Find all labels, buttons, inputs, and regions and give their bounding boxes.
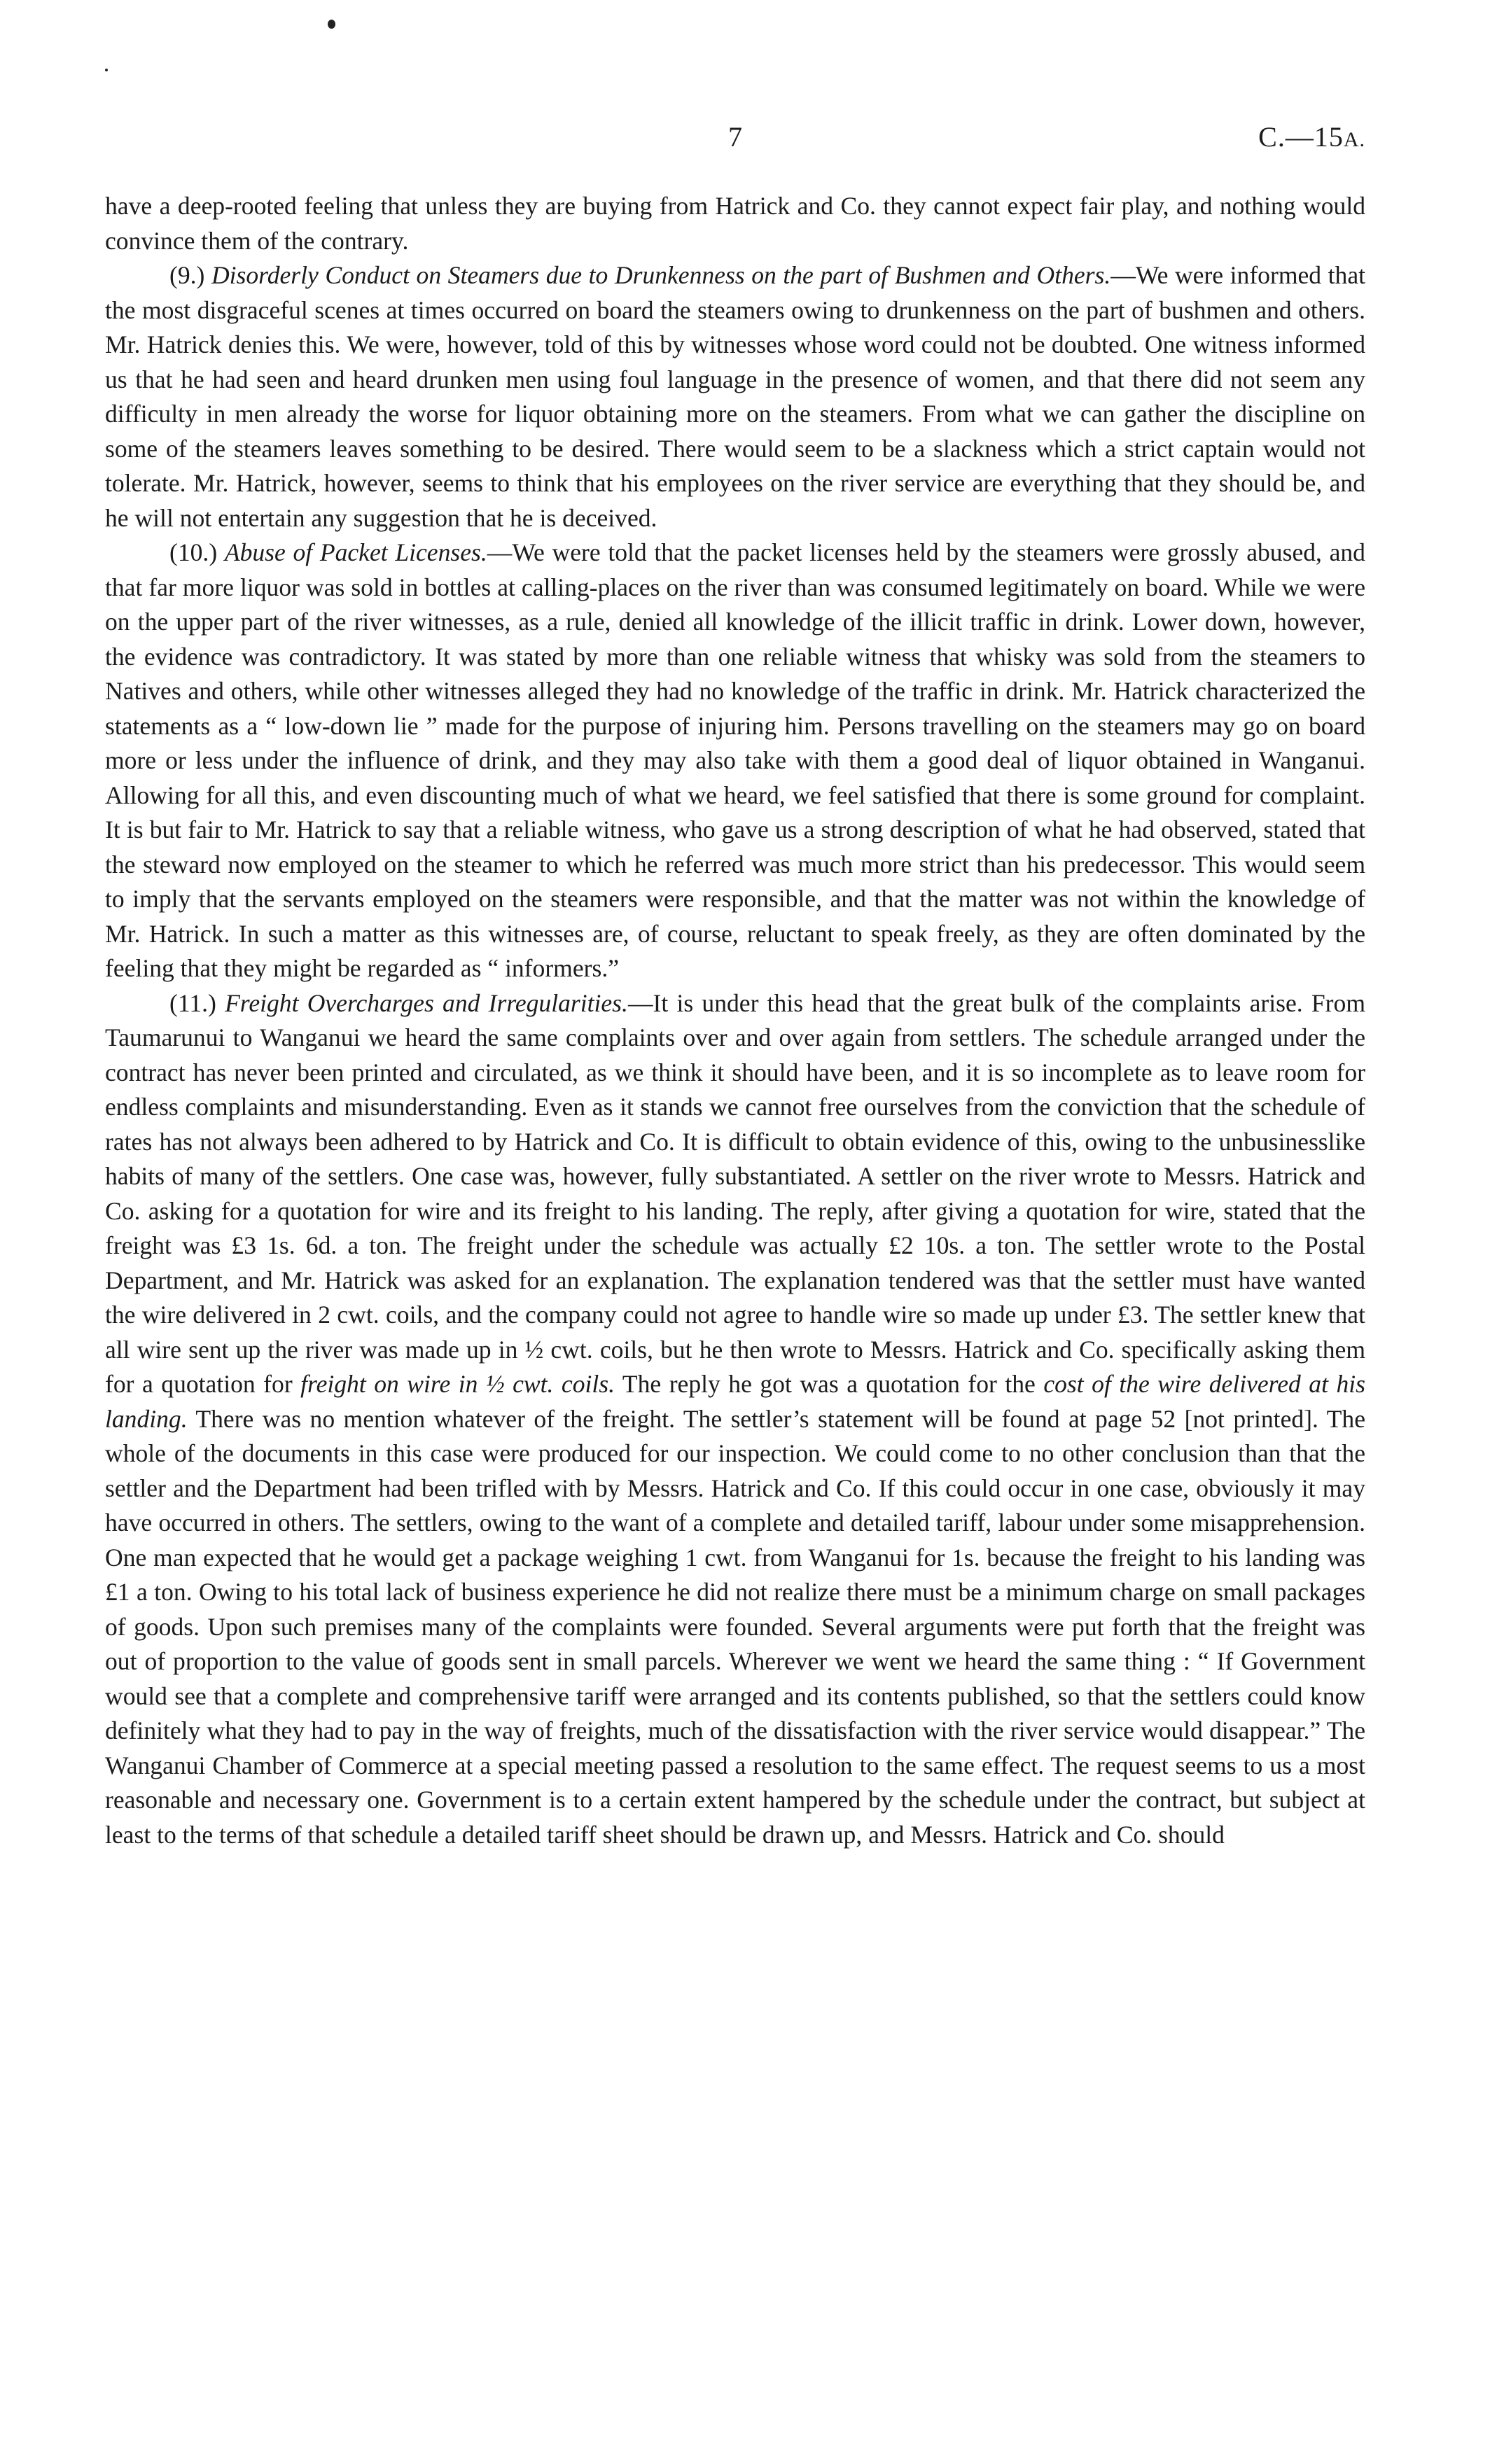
paragraph-text: have a deep-rooted feeling that unless they are buying from Hatrick and Co. they cannot expect fair play, and nothing would convince them of the contrary. <box>105 192 1365 255</box>
paragraph-heading: Disorderly Conduct on Steamers due to Drunkenness on the part of Bushmen and Others. <box>211 261 1111 289</box>
document-reference-code: C.—15 <box>1258 121 1344 153</box>
paragraph-heading: Abuse of Packet Licenses. <box>224 538 487 566</box>
scan-speck <box>328 20 335 29</box>
document-reference <box>1258 120 1365 153</box>
paragraph-number: (9.) <box>169 261 211 289</box>
paragraph-text: —We were told that the packet licenses held by the steamers were grossly abused, and that far more liquor was sold in bottles at calling-places on the river than was consumed legitimately on board. While we were on the upper part of the river witnesses, as a rule, denied all knowledge of the illicit traffic in drink. Lower down, however, the evidence was contradictory. It was stated by more than one reliable witness that whisky was sold from the steamers to Natives and others, while other witnesses alleged they had no knowledge of the traffic in drink. Mr. Hatrick characterized the statements as a “ low-down lie ” made for the purpose of injuring him. Persons travelling on the steamers may go on board more or less under the influence of drink, and they may also take with them a good deal of liquor obtained in Wanganui. Allowing for all this, and even discounting much of what we heard, we feel satisfied that there is some ground for complaint. It is but fair to Mr. Hatrick to say that a reliable witness, who gave us a strong description of what he had observed, stated that the steward now employed on the steamer to which he referred was much more strict than his predecessor. This would seem to imply that the servants employed on the steamers were responsible, and that the matter was not within the knowledge of Mr. Hatrick. In such a matter as this witnesses are, of course, reluctant to speak freely, as they are often dominated by the feeling that they might be regarded as “ informers.” <box>105 538 1365 982</box>
paragraph-11 <box>105 986 1365 1853</box>
paragraph-number: (11.) <box>169 988 225 1017</box>
page-header <box>105 120 1365 162</box>
paragraph-heading: Freight Overcharges and Irregularities. <box>225 988 628 1017</box>
paragraph-text: There was no mention whatever of the freight. The settler’s statement will be found at page 52 [not printed]. The whole of the documents in this case were produced for our inspection. We could come to no other conclusion than that the settler and the Department had been trifled with by Messrs. Hatrick and Co. If this could occur in one case, obviously it may have occurred in others. The settlers, owing to the want of a complete and detailed tariff, labour under some misapprehension. One man expected that he would get a package weighing 1 cwt. from Wanganui for 1s. because the freight to his landing was £1 a ton. Owing to his total lack of business experience he did not realize there must be a minimum charge on small packages of goods. Upon such premises many of the complaints were founded. Several arguments were put forth that the freight was out of proportion to the value of goods sent in small parcels. Wherever we went we heard the same thing : “ If Government would see that a complete and comprehensive tariff were arranged and its contents published, so that the settlers could know definitely what they had to pay in the way of freights, much of the dissatisfaction with the river service would disappear.” The Wanganui Chamber of Commerce at a special meeting passed a resolution to the same effect. The request seems to us a most reasonable and necessary one. Government is to a certain extent hampered by the schedule under the contract, but subject at least to the terms of that schedule a detailed tariff sheet should be drawn up, and Messrs. Hatrick and Co. should <box>105 1404 1365 1849</box>
paragraph-italic-text: freight on wire in ½ cwt. coils. <box>300 1370 615 1398</box>
document-reference-suffix: A. <box>1343 128 1365 151</box>
paragraph-italic-text: cost of the wire delivered at his landing. <box>105 1370 1365 1433</box>
paragraph-text: The reply he got was a quotation for the <box>615 1370 1044 1398</box>
paragraph-text: —It is under this head that the great bulk of the complaints arise. From Taumarunui to Wanganui we heard the same complaints over and over again from settlers. The schedule arranged under the contract has never been printed and circulated, as we think it should have been, and it is so incomplete as to leave room for endless complaints and misunderstanding. Even as it stands we cannot free ourselves from the conviction that the schedule of rates has not always been adhered to by Hatrick and Co. It is difficult to obtain evidence of this, owing to the unbusinesslike habits of many of the settlers. One case was, however, fully substantiated. A settler on the river wrote to Messrs. Hatrick and Co. asking for a quotation for wire and its freight to his landing. The reply, after giving a quotation for wire, stated that the freight was £3 1s. 6d. a ton. The freight under the schedule was actually £2 10s. a ton. The settler wrote to the Postal Department, and Mr. Hatrick was asked for an explanation. The explanation tendered was that the settler must have wanted the wire delivered in 2 cwt. coils, and the company could not agree to handle wire so made up under £3. The settler knew that all wire sent up the river was made up in ½ cwt. coils, but he then wrote to Messrs. Hatrick and Co. specifically asking them for a quotation for <box>105 988 1365 1398</box>
paragraph-9 <box>105 258 1365 536</box>
scan-speck <box>105 69 108 71</box>
paragraph-number: (10.) <box>169 538 225 566</box>
body-text <box>105 189 1365 1852</box>
paragraph-continued <box>105 189 1365 258</box>
page-number: 7 <box>728 121 742 153</box>
paragraph-text: —We were informed that the most disgraceful scenes at times occurred on board the steamers owing to drunkenness on the part of bushmen and others. Mr. Hatrick denies this. We were, however, told of this by witnesses whose word could not be doubted. One witness informed us that he had seen and heard drunken men using foul language in the presence of women, and that there did not seem any difficulty in men already the worse for liquor obtaining more on the steamers. From what we can gather the discipline on some of the steamers leaves something to be desired. There would seem to be a slackness which a strict captain would not tolerate. Mr. Hatrick, however, seems to think that his employees on the river service are everything that they should be, and he will not entertain any suggestion that he is deceived. <box>105 261 1366 532</box>
paragraph-10 <box>105 536 1365 986</box>
